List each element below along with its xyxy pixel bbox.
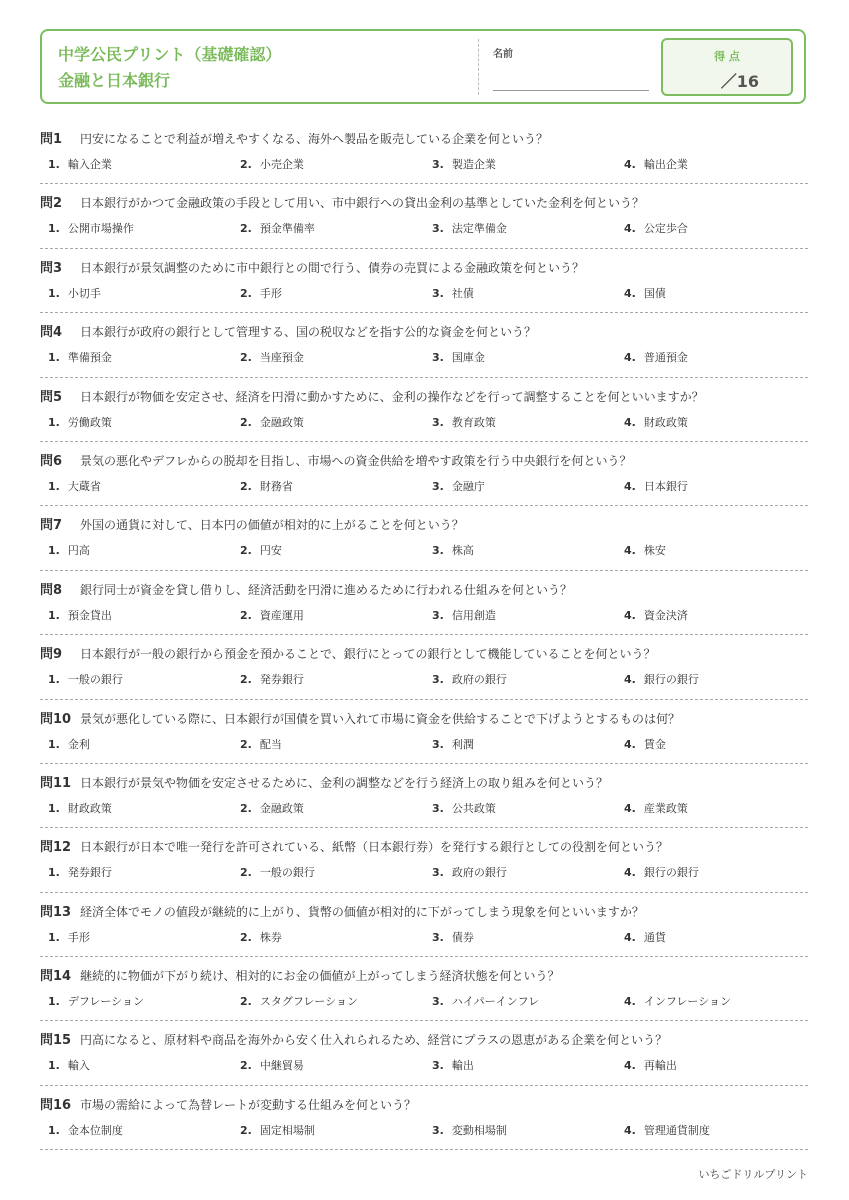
choice-label: 通貨: [643, 930, 666, 944]
choice-label: 教育政策: [451, 415, 496, 429]
choice-option[interactable]: [624, 1122, 710, 1138]
choice-option[interactable]: [48, 607, 112, 623]
choice-number: 2.: [240, 351, 252, 365]
choice-option[interactable]: [240, 220, 315, 236]
choice-number: 3.: [432, 608, 444, 622]
choice-option[interactable]: [432, 478, 485, 494]
choice-option[interactable]: [240, 285, 282, 301]
choice-option[interactable]: [48, 156, 112, 172]
question-number: 問10: [40, 711, 72, 727]
choice-option[interactable]: [432, 1122, 507, 1138]
choice-label: 法定準備金: [451, 222, 507, 236]
choice-number: 4.: [624, 479, 636, 493]
choice-label: 金融庁: [451, 479, 485, 493]
question-head: [40, 321, 536, 340]
choice-option[interactable]: [432, 349, 485, 365]
worksheet-title: 中学公民プリント（基礎確認）: [58, 45, 282, 64]
choice-label: 公定歩合: [643, 222, 688, 236]
choice-option[interactable]: [432, 993, 539, 1009]
choice-number: 2.: [240, 1123, 252, 1137]
question-head: [40, 579, 572, 598]
choice-option[interactable]: [432, 671, 507, 687]
choice-option[interactable]: [432, 929, 474, 945]
question-item: [40, 313, 808, 377]
choice-list: [48, 736, 808, 752]
choice-option[interactable]: [48, 864, 112, 880]
choice-number: 4.: [624, 673, 636, 687]
choice-number: 3.: [432, 415, 444, 429]
choice-label: 国庫金: [451, 351, 485, 365]
choice-label: 小切手: [67, 286, 101, 300]
choice-number: 3.: [432, 930, 444, 944]
choice-number: 2.: [240, 544, 252, 558]
choice-option[interactable]: [624, 414, 688, 430]
question-head: [40, 386, 704, 405]
choice-option[interactable]: [240, 607, 304, 623]
choice-option[interactable]: [624, 156, 688, 172]
choice-number: 4.: [624, 544, 636, 558]
question-number: 問4: [40, 325, 63, 341]
choice-option[interactable]: [48, 929, 90, 945]
question-head: [40, 192, 644, 211]
choice-option[interactable]: [240, 542, 282, 558]
choice-option[interactable]: [48, 414, 112, 430]
question-text: 日本銀行が日本で唯一発行を許可されている、紙幣（日本銀行券）を発行する銀行としての役割を何という？: [80, 840, 669, 855]
score-box: [661, 38, 793, 96]
choice-number: 4.: [624, 351, 636, 365]
score-label: 得 点: [714, 50, 740, 63]
question-head: [40, 772, 608, 791]
choice-option[interactable]: [240, 349, 304, 365]
choice-list: [48, 993, 808, 1009]
choice-list: [48, 478, 808, 494]
choice-label: 労働政策: [67, 415, 112, 429]
question-text: 日本銀行が景気調整のために市中銀行との間で行う、債券の売買による金融政策を何という？: [80, 260, 585, 275]
choice-label: 銀行の銀行: [643, 866, 699, 880]
question-number: 問6: [40, 453, 63, 469]
question-item: [40, 764, 808, 828]
choice-number: 3.: [432, 866, 444, 880]
choice-number: 2.: [240, 158, 252, 171]
choice-label: 預金貸出: [67, 608, 112, 622]
choice-label: 手形: [259, 286, 282, 300]
question-item: [40, 249, 808, 313]
choice-number: 4.: [624, 1059, 636, 1073]
choice-option[interactable]: [432, 800, 496, 816]
question-number: 問5: [40, 389, 63, 405]
choice-label: 株券: [259, 930, 282, 944]
choice-option[interactable]: [240, 1122, 315, 1138]
choice-option[interactable]: [240, 1057, 304, 1073]
choice-number: 1.: [48, 1123, 60, 1137]
choice-option[interactable]: [624, 800, 688, 816]
question-item: [40, 120, 808, 184]
choice-label: 再輸出: [643, 1059, 677, 1073]
choice-option[interactable]: [624, 1057, 677, 1073]
choice-option[interactable]: [48, 220, 134, 236]
choice-number: 4.: [624, 158, 636, 171]
choice-number: 4.: [624, 1123, 636, 1137]
choice-label: 配当: [259, 737, 282, 751]
question-item: [40, 442, 808, 506]
worksheet-header: [40, 29, 806, 104]
choice-label: 預金準備率: [259, 222, 315, 236]
choice-option[interactable]: [48, 349, 112, 365]
question-text: 円高になると、原材料や商品を海外から安く仕入れられるため、経営にプラスの恩恵がある企業を何という？: [80, 1033, 668, 1048]
question-head: [40, 1029, 667, 1048]
choice-label: 資産運用: [259, 608, 304, 622]
choice-number: 1.: [48, 608, 60, 622]
question-text: 市場の需給によって為替レートが変動する仕組みを何という？: [80, 1097, 417, 1112]
choice-number: 1.: [48, 930, 60, 944]
choice-option[interactable]: [432, 607, 496, 623]
choice-option[interactable]: [432, 220, 507, 236]
choice-number: 2.: [240, 415, 252, 429]
choice-label: 産業政策: [643, 801, 688, 815]
choice-label: 輸入企業: [67, 158, 112, 171]
question-number: 問9: [40, 647, 63, 663]
choice-label: 賃金: [643, 737, 666, 751]
question-item: [40, 571, 808, 635]
choice-label: 公開市場操作: [67, 222, 134, 236]
question-text: 外国の通貨に対して、日本円の価値が相対的に上がることを何という？: [80, 518, 464, 533]
choice-number: 4.: [624, 866, 636, 880]
choice-option[interactable]: [432, 542, 474, 558]
choice-option[interactable]: [240, 156, 304, 172]
choice-label: 輸入: [67, 1059, 90, 1073]
choice-label: インフレーション: [643, 995, 731, 1009]
choice-list: [48, 1057, 808, 1073]
choice-label: 財政政策: [643, 415, 688, 429]
question-number: 問14: [40, 969, 72, 985]
choice-option[interactable]: [240, 736, 282, 752]
question-text: 経済全体でモノの値段が継続的に上がり、貨幣の価値が相対的に下がってしまう現象を何といいますか？: [80, 904, 644, 919]
choice-option[interactable]: [432, 736, 474, 752]
choice-number: 4.: [624, 801, 636, 815]
question-item: [40, 700, 808, 764]
choice-label: 発券銀行: [67, 866, 112, 880]
question-number: 問13: [40, 904, 72, 920]
question-list: [40, 120, 808, 1150]
question-text: 景気が悪化している際に、日本銀行が国債を買い入れて市場に資金を供給することで下げようとするものは何？: [80, 711, 681, 726]
question-text: 日本銀行がかつて金融政策の手段として用い、市中銀行への貸出金利の基準としていた金利を何という？: [80, 196, 645, 211]
choice-number: 2.: [240, 1059, 252, 1073]
name-field[interactable]: [493, 90, 649, 91]
choice-number: 1.: [48, 866, 60, 880]
score-value: ／16: [720, 72, 759, 91]
choice-number: 2.: [240, 286, 252, 300]
choice-list: [48, 1122, 808, 1138]
choice-number: 1.: [48, 158, 60, 171]
choice-number: 3.: [432, 737, 444, 751]
question-item: [40, 828, 808, 892]
question-text: 日本銀行が景気や物価を安定させるために、金利の調整などを行う経済上の取り組みを何という？: [80, 775, 609, 790]
choice-number: 1.: [48, 673, 60, 687]
choice-number: 3.: [432, 673, 444, 687]
question-head: [40, 450, 632, 469]
choice-number: 2.: [240, 673, 252, 687]
choice-number: 3.: [432, 995, 444, 1009]
question-item: [40, 184, 808, 248]
choice-number: 1.: [48, 801, 60, 815]
choice-number: 1.: [48, 544, 60, 558]
choice-number: 2.: [240, 801, 252, 815]
choice-label: デフレーション: [67, 995, 144, 1009]
choice-label: 一般の銀行: [67, 673, 123, 687]
choice-label: 固定相場制: [259, 1123, 315, 1137]
question-item: [40, 506, 808, 570]
worksheet-subtitle: 金融と日本銀行: [58, 71, 171, 90]
choice-option[interactable]: [240, 929, 282, 945]
choice-option[interactable]: [624, 993, 731, 1009]
choice-option[interactable]: [48, 1057, 90, 1073]
choice-label: 円安: [259, 544, 282, 558]
choice-option[interactable]: [432, 864, 507, 880]
question-text: 日本銀行が政府の銀行として管理する、国の税収などを指す公的な資金を何という？: [80, 325, 537, 340]
choice-number: 2.: [240, 866, 252, 880]
choice-option[interactable]: [624, 542, 666, 558]
choice-number: 3.: [432, 222, 444, 236]
question-head: [40, 708, 680, 727]
choice-option[interactable]: [624, 285, 666, 301]
choice-option[interactable]: [432, 285, 474, 301]
choice-option[interactable]: [240, 864, 315, 880]
question-item: [40, 1086, 808, 1150]
question-text: 円安になることで利益が増えやすくなる、海外へ製品を販売している企業を何という？: [80, 132, 549, 146]
choice-number: 2.: [240, 737, 252, 751]
choice-option[interactable]: [624, 349, 688, 365]
choice-number: 1.: [48, 415, 60, 429]
choice-label: 国債: [643, 286, 666, 300]
choice-number: 3.: [432, 801, 444, 815]
choice-option[interactable]: [624, 929, 666, 945]
choice-label: 発券銀行: [259, 673, 304, 687]
choice-label: 資金決済: [643, 608, 688, 622]
question-head: [40, 836, 668, 855]
choice-label: 財務省: [259, 479, 293, 493]
choice-list: [48, 671, 808, 687]
choice-label: 金融政策: [259, 801, 304, 815]
choice-number: 2.: [240, 479, 252, 493]
choice-option[interactable]: [48, 478, 101, 494]
choice-option[interactable]: [48, 671, 123, 687]
question-text: 景気の悪化やデフレからの脱却を目指し、市場への資金供給を増やす政策を行う中央銀行を何という？: [80, 453, 632, 468]
question-item: [40, 1021, 808, 1085]
choice-label: 社債: [451, 286, 474, 300]
choice-list: [48, 220, 808, 236]
choice-option[interactable]: [624, 607, 688, 623]
question-number: 問3: [40, 260, 63, 276]
choice-label: 信用創造: [451, 608, 496, 622]
choice-number: 1.: [48, 737, 60, 751]
question-number: 問15: [40, 1033, 72, 1049]
question-number: 問8: [40, 582, 63, 598]
question-head: [40, 128, 548, 147]
question-number: 問7: [40, 518, 63, 534]
choice-option[interactable]: [240, 993, 358, 1009]
question-item: [40, 893, 808, 957]
choice-number: 3.: [432, 479, 444, 493]
choice-label: 輸出企業: [643, 158, 688, 171]
choice-number: 3.: [432, 1059, 444, 1073]
choice-label: 大蔵省: [67, 479, 101, 493]
choice-label: 輸出: [451, 1059, 474, 1073]
choice-label: 当座預金: [259, 351, 304, 365]
choice-list: [48, 929, 808, 945]
question-item: [40, 378, 808, 442]
title-block: [58, 42, 281, 94]
choice-option[interactable]: [624, 671, 699, 687]
choice-number: 4.: [624, 737, 636, 751]
choice-list: [48, 800, 808, 816]
choice-list: [48, 349, 808, 365]
choice-number: 3.: [432, 158, 444, 171]
choice-label: 手形: [67, 930, 90, 944]
choice-option[interactable]: [48, 993, 144, 1009]
question-head: [40, 965, 560, 984]
question-text: 日本銀行が一般の銀行から預金を預かることで、銀行にとっての銀行として機能していることを何という？: [80, 647, 656, 662]
choice-label: ハイパーインフレ: [451, 995, 540, 1009]
question-head: [40, 257, 584, 276]
choice-list: [48, 414, 808, 430]
choice-option[interactable]: [624, 220, 688, 236]
choice-number: 4.: [624, 415, 636, 429]
choice-list: [48, 607, 808, 623]
question-text: 継続的に物価が下がり続け、相対的にお金の価値が上がってしまう経済状態を何という？: [80, 969, 560, 984]
choice-option[interactable]: [48, 800, 112, 816]
choice-option[interactable]: [624, 864, 699, 880]
question-item: [40, 635, 808, 699]
choice-number: 1.: [48, 222, 60, 236]
question-number: 問11: [40, 775, 72, 791]
choice-list: [48, 156, 808, 172]
footer-brand: いちごドリルプリント: [698, 1168, 808, 1181]
choice-number: 4.: [624, 222, 636, 236]
choice-number: 1.: [48, 995, 60, 1009]
choice-label: 一般の銀行: [259, 866, 315, 880]
choice-option[interactable]: [624, 736, 666, 752]
choice-number: 1.: [48, 1059, 60, 1073]
choice-option[interactable]: [432, 414, 496, 430]
question-number: 問1: [40, 132, 63, 147]
choice-number: 1.: [48, 286, 60, 300]
question-number: 問16: [40, 1097, 72, 1113]
choice-number: 4.: [624, 608, 636, 622]
choice-number: 3.: [432, 544, 444, 558]
choice-option[interactable]: [624, 478, 688, 494]
choice-label: 株安: [643, 544, 666, 558]
choice-number: 2.: [240, 930, 252, 944]
choice-option[interactable]: [240, 800, 304, 816]
choice-option[interactable]: [48, 736, 90, 752]
choice-number: 2.: [240, 222, 252, 236]
choice-label: 日本銀行: [643, 479, 688, 493]
question-number: 問12: [40, 840, 72, 856]
choice-list: [48, 864, 808, 880]
question-text: 銀行同士が資金を貸し借りし、経済活動を円滑に進めるために行われる仕組みを何という？: [80, 582, 573, 597]
question-item: [40, 957, 808, 1021]
question-head: [40, 514, 464, 533]
choice-number: 4.: [624, 286, 636, 300]
choice-number: 3.: [432, 351, 444, 365]
choice-label: 債券: [451, 930, 474, 944]
choice-number: 4.: [624, 930, 636, 944]
question-text: 日本銀行が物価を安定させ、経済を円滑に動かすために、金利の操作などを行って調整することを何といいますか？: [80, 389, 704, 404]
choice-label: 準備預金: [67, 351, 112, 365]
choice-number: 3.: [432, 1123, 444, 1137]
name-label: 名前: [493, 49, 513, 60]
choice-list: [48, 285, 808, 301]
choice-option[interactable]: [432, 156, 496, 172]
choice-option[interactable]: [48, 285, 101, 301]
choice-number: 1.: [48, 479, 60, 493]
question-number: 問2: [40, 196, 63, 212]
question-head: [40, 1094, 416, 1113]
choice-label: 株高: [451, 544, 474, 558]
choice-label: 政府の銀行: [451, 866, 507, 880]
choice-label: スタグフレーション: [259, 995, 358, 1009]
choice-label: 銀行の銀行: [643, 673, 699, 687]
choice-option[interactable]: [432, 1057, 474, 1073]
choice-number: 1.: [48, 351, 60, 365]
choice-label: 普通預金: [643, 351, 688, 365]
question-head: [40, 643, 656, 662]
question-head: [40, 901, 644, 920]
choice-option[interactable]: [240, 478, 293, 494]
choice-label: 政府の銀行: [451, 673, 507, 687]
choice-label: 金本位制度: [67, 1123, 123, 1137]
choice-label: 円高: [67, 544, 90, 558]
choice-number: 2.: [240, 995, 252, 1009]
choice-number: 4.: [624, 995, 636, 1009]
choice-option[interactable]: [240, 671, 304, 687]
choice-label: 変動相場制: [451, 1123, 507, 1137]
choice-label: 公共政策: [451, 801, 496, 815]
choice-option[interactable]: [48, 1122, 123, 1138]
choice-number: 2.: [240, 608, 252, 622]
choice-label: 金融政策: [259, 415, 304, 429]
choice-label: 金利: [67, 737, 90, 751]
choice-option[interactable]: [48, 542, 90, 558]
choice-label: 製造企業: [451, 158, 496, 171]
choice-option[interactable]: [240, 414, 304, 430]
choice-label: 利潤: [451, 737, 474, 751]
choice-list: [48, 542, 808, 558]
choice-number: 3.: [432, 286, 444, 300]
choice-label: 中継貿易: [259, 1059, 304, 1073]
choice-label: 小売企業: [259, 158, 304, 171]
choice-label: 管理通貨制度: [643, 1123, 710, 1137]
choice-label: 財政政策: [67, 801, 112, 815]
header-divider: [478, 39, 479, 95]
